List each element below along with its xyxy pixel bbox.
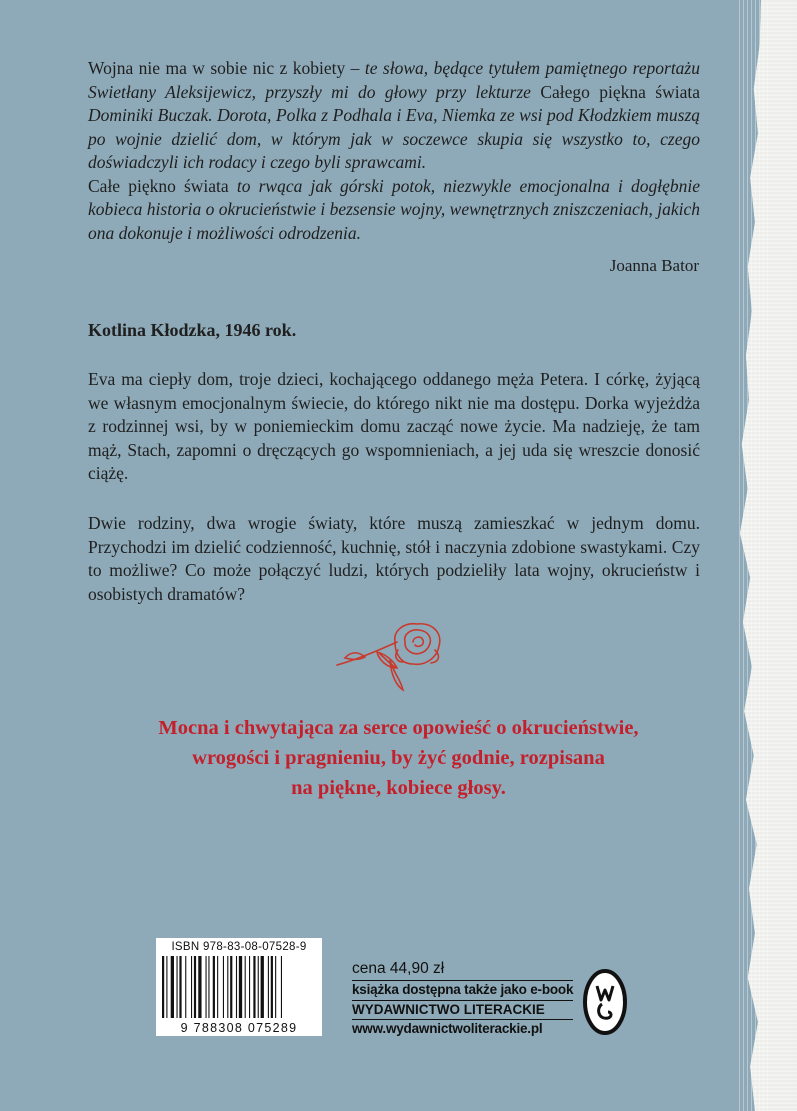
barcode-digits: 9 788308 075289	[180, 1021, 298, 1035]
tagline	[100, 713, 697, 803]
quote-paragraph-2	[88, 175, 700, 246]
isbn-label: ISBN 978-83-08-07528-9	[171, 941, 307, 953]
quote-segment: Wojna nie ma w sobie nic z kobiety	[88, 58, 346, 78]
quote-segment: Całe piękno świata	[88, 175, 229, 196]
tagline-line-3: na piękne, kobiece głosy.	[291, 777, 506, 799]
ebook-note: książka dostępna także jako e-book	[352, 982, 574, 997]
barcode-bars	[160, 956, 318, 1018]
synopsis-paragraph-2: Dwie rodziny, dwa wrogie światy, które muszą zamieszkać w jednym domu. Przychodzi im dzielić codzienność, kuchnię, stół i naczynia zdobione swastykami. Czy to możliwe? Co może połączyć ludzi, których podzieliły lata wojny, okrucieństw i osobistych dramatów?	[88, 513, 700, 604]
publisher-info	[352, 960, 573, 1036]
publisher-website[interactable]: www.wydawnictwoliterackie.pl	[352, 1019, 573, 1036]
rose-icon	[335, 620, 455, 702]
barcode	[156, 938, 322, 1036]
review-quote	[88, 57, 700, 245]
quote-segment: Dominiki Buczak. Dorota, Polka z Podhala i Eva, Niemka ze wsi pod Kłodzkiem muszą po wojnie dzielić dom, w którym jak w soczewce skupia się wszystko to, czego doświadczyli ich rodacy i czego byli sprawcami.	[88, 105, 700, 172]
publisher-name: WYDAWNICTWO LITERACKIE	[352, 1000, 573, 1017]
tagline-line-2: wrogości i pragnieniu, by żyć godnie, rozpisana	[192, 747, 605, 769]
quote-segment: Całego piękna świata	[540, 81, 700, 102]
synopsis-paragraph-1: Eva ma ciepły dom, troje dzieci, kochającego oddanego męża Petera. I córkę, żyjącą we własnym emocjonalnym świecie, do którego nikt nie ma dostępu. Dorka wyjeżdża z rodzinnej wsi, by w poniemieckim domu zacząć nowe życie. Ma nadzieję, że tam mąż, Stach, zapomni o dręczących go wspomnieniach, a jej uda się wreszcie donosić ciążę.	[88, 369, 700, 483]
quote-author: Joanna Bator	[609, 256, 699, 275]
quote-segment: – te słowa, będące tytułem pamiętnego reportażu Swietłany Aleksijewicz, przyszły mi do głowy przy lekturze	[88, 58, 700, 102]
tagline-line-1: Mocna i chwytająca za serce opowieść o okrucieństwie,	[158, 717, 639, 739]
quote-paragraph-1	[88, 57, 700, 175]
fabric-texture	[739, 0, 769, 1111]
setting-heading: Kotlina Kłodzka, 1946 rok.	[88, 320, 297, 340]
quote-segment: to rwąca jak górski potok, niezwykle emocjonalna i dogłębnie kobieca historia o okrucieństwie i bezsensie wojny, wewnętrznych zniszczeniach, jakich ona dokonuje i możliwości odrodzenia.	[88, 175, 700, 243]
price: cena 44,90 zł	[352, 960, 445, 977]
wl-logo-icon	[582, 968, 628, 1036]
